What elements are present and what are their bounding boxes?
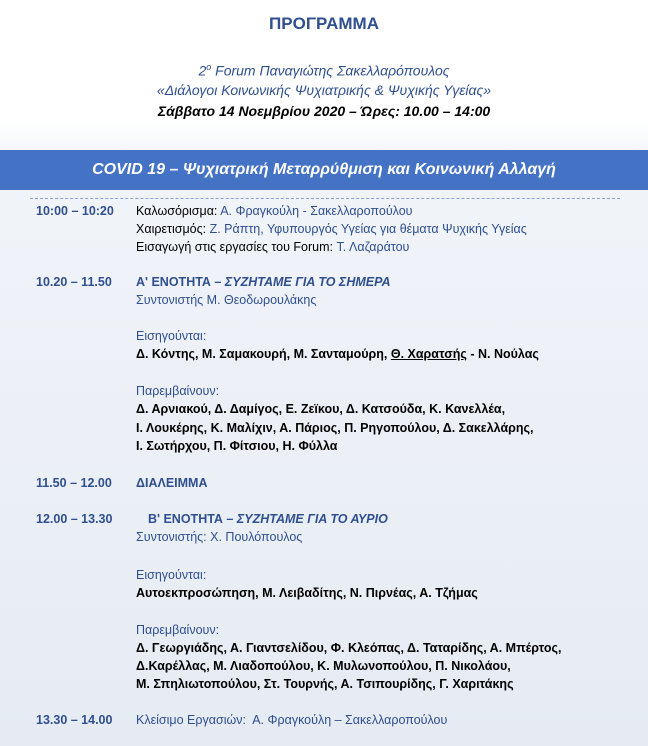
session2-discussants-line3: Ι. Σωτήρχου, Π. Φίτσιου, Η. Φύλλα	[136, 439, 338, 453]
welcome-line	[136, 202, 413, 220]
break-label: ΔΙΑΛΕΙΜΜΑ	[136, 476, 208, 490]
theme-banner: COVID 19 – Ψυχιατρική Μεταρρύθμιση και Κοινωνική Αλλαγή	[0, 150, 648, 190]
session3-discussants-line3: Μ. Σπηλιωτοπούλου, Στ. Τουρνής, Α. Τσιπουρίδης, Γ. Χαριτάκης	[136, 677, 514, 691]
session3-speakers: Αυτοεκπροσώπηση, Μ. Λειβαδίτης, Ν. Πιρνέας, Α. Τζήμας	[136, 586, 478, 600]
forum-theme: «Διάλογοι Κοινωνικής Ψυχιατρικής & Ψυχικής Υγείας»	[156, 82, 492, 98]
closing-line	[136, 711, 447, 729]
forum-name: Forum Παναγιώτης Σακελλαρόπουλος	[211, 62, 450, 79]
session3-heading-prefix: Β' ΕΝΟΤΗΤΑ –	[148, 512, 237, 526]
greeting-label: Χαιρετισμός:	[136, 222, 210, 236]
session2-heading	[136, 273, 391, 291]
session2-speakers	[136, 345, 539, 363]
session2-discussants-label: Παρεμβαίνουν:	[136, 384, 220, 398]
session3-heading	[148, 510, 388, 528]
closing-label: Κλείσιμο Εργασιών:	[136, 713, 246, 727]
forum-name-line	[0, 62, 648, 79]
session3-discussants-label: Παρεμβαίνουν:	[136, 623, 220, 637]
welcome-label: Καλωσόρισμα:	[136, 204, 221, 218]
break-time: 11.50 – 12.00	[36, 476, 112, 490]
session2-speakers-label: Εισηγούνται:	[136, 329, 207, 343]
session2-heading-prefix: Α' ΕΝΟΤΗΤΑ –	[136, 275, 225, 289]
session2-discussants-line1: Δ. Αρνιακού, Δ. Δαμίγος, Ε. Ζεϊκου, Δ. Κατσούδα, Κ. Κανελλέα,	[136, 402, 506, 416]
closing-name: Α. Φραγκούλη – Σακελλαροπούλου	[245, 713, 448, 727]
session2-speakers-b: - Ν. Νούλας	[466, 347, 539, 361]
session2-moderator: Συντονιστής Μ. Θεοδωρουλάκης	[136, 293, 317, 307]
session3-moderator: Συντονιστής: Χ. Πουλόπουλος	[136, 530, 303, 544]
closing-time: 13.30 – 14.00	[36, 713, 113, 727]
greeting-line	[136, 220, 527, 238]
session2-speakers-a: Δ. Κόντης, Μ. Σαμακουρή, Μ. Σανταμούρη,	[136, 347, 391, 361]
session3-time: 12.00 – 13.30	[36, 512, 113, 526]
event-date: Σάββατο 14 Νοεμβρίου 2020 – Ώρες: 10.00 – 14:00	[157, 103, 491, 119]
session1-time: 10:00 – 10:20	[36, 204, 114, 218]
session3-discussants-line2: Δ.Καρέλλας, Μ. Λιαδοπούλου, Κ. Μυλωνοπούλου, Π. Νικολάου,	[136, 659, 511, 673]
intro-name: Τ. Λαζαράτου	[336, 240, 410, 254]
intro-line	[136, 238, 409, 256]
forum-ordinal: ο	[206, 62, 212, 72]
session2-time: 10.20 – 11.50	[36, 275, 112, 289]
forum-number: 2	[198, 62, 207, 79]
session3-discussants-line1: Δ. Γεωργιάδης, Α. Γιαντσελίδου, Φ. Κλεόπας, Δ. Ταταρίδης, Α. Μπέρτος,	[136, 641, 562, 655]
session3-heading-topic: ΣΥΖΗΤΑΜΕ ΓΙΑ ΤΟ ΑΥΡΙΟ	[236, 512, 388, 526]
welcome-name: Α. Φραγκούλη - Σακελλαροπούλου	[220, 204, 413, 218]
page-title: ΠΡΟΓΡΑΜΜΑ	[268, 14, 379, 33]
session2-speaker-underlined: Θ. Χαρατσής	[390, 347, 467, 361]
divider	[30, 198, 620, 199]
intro-label: Εισαγωγή στις εργασίες του Forum:	[136, 240, 337, 254]
session2-discussants-line2: Ι. Λουκέρης, Κ. Μαλίχιν, Α. Πάριος, Π. Ρηγοπούλου, Δ. Σακελλάρης,	[136, 421, 534, 435]
session2-heading-topic: ΣΥΖΗΤΑΜΕ ΓΙΑ ΤΟ ΣΗΜΕΡΑ	[224, 275, 391, 289]
greeting-name: Ζ. Ράπτη, Υφυπουργός Υγείας για θέματα Ψυχικής Υγείας	[209, 222, 527, 236]
session3-speakers-label: Εισηγούνται:	[136, 568, 207, 582]
